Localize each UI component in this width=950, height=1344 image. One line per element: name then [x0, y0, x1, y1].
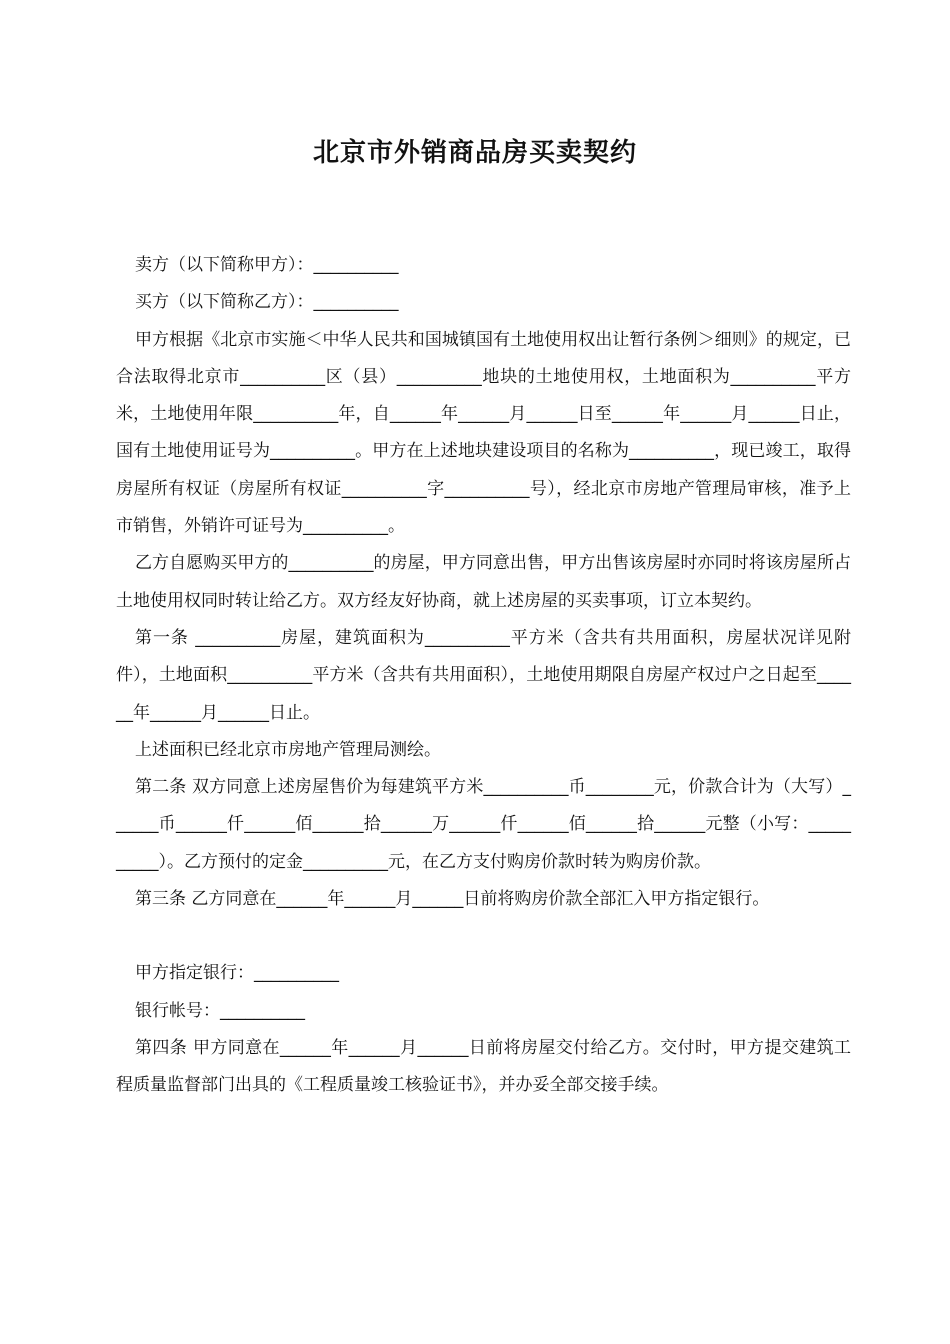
- designated-bank-line: 甲方指定银行：__________: [135, 963, 339, 984]
- bank-account-line: 银行帐号：__________: [135, 1000, 305, 1021]
- article-3: 第三条 乙方同意在______年______月______日前将购房价款全部汇入甲方指定银行。: [135, 889, 770, 910]
- seller-line: 卖方（以下简称甲方）：__________: [135, 255, 399, 275]
- article-1: 第一条 __________房屋，建筑面积为__________平方米（含共有共用面积，房屋状况详见附件），土地面积__________平方米（含共有共用面积），土地使用期限自房屋产权过户之日起至______年______月______日止。: [116, 627, 851, 723]
- document-body: [116, 247, 851, 1105]
- land-rights-paragraph: 甲方根据《北京市实施＜中华人民共和国城镇国有土地使用权出让暂行条例＞细则》的规定，已合法取得北京市__________区（县）__________地块的土地使用权，土地面积为__________平方米，土地使用年限__________年，自______年______月______日至______年______月______日止，国有土地使用证号为__________。甲方在上述地块建设项目的名称为__________，现已竣工，取得房屋所有权证（房屋所有权证__________字__________号），经北京市房地产管理局审核，准予上市销售，外销许可证号为__________。: [116, 329, 851, 537]
- article-4: 第四条 甲方同意在______年______月______日前将房屋交付给乙方。交付时，甲方提交建筑工程质量监督部门出具的《工程质量竣工核验证书》，并办妥全部交接手续。: [116, 1037, 851, 1096]
- article-2: 第二条 双方同意上述房屋售价为每建筑平方米__________币________元，价款合计为（大写）______币______仟______佰______拾______万______仟______佰______拾______元整（小写：__________）。乙方预付的定金__________元，在乙方支付购房价款时转为购房价款。: [116, 777, 851, 872]
- purchase-intent-paragraph: 乙方自愿购买甲方的__________的房屋，甲方同意出售，甲方出售该房屋时亦同时将该房屋所占土地使用权同时转让给乙方。双方经友好协商，就上述房屋的买卖事项，订立本契约。: [116, 553, 851, 611]
- document-title: 北京市外销商品房买卖契约: [312, 138, 637, 168]
- survey-note: 上述面积已经北京市房地产管理局测绘。: [135, 739, 441, 760]
- buyer-line: 买方（以下简称乙方）：__________: [135, 292, 399, 313]
